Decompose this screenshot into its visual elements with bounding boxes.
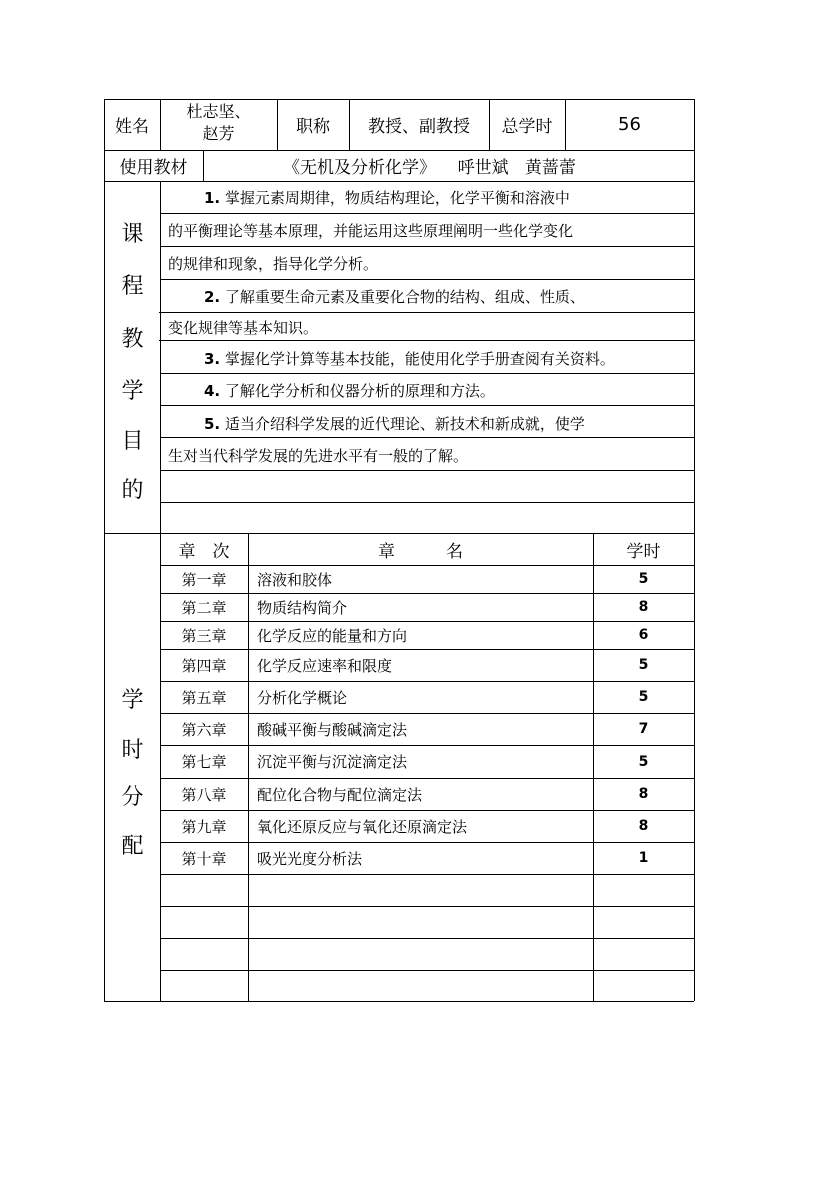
- textbook-label: 使用教材: [119, 158, 188, 178]
- chapter-hours: 6: [638, 627, 649, 643]
- chapter-hours: 1: [638, 850, 649, 866]
- chapter-hours: 8: [638, 786, 649, 802]
- chapter-name: 吸光光度分析法: [257, 849, 363, 868]
- chapter-hours: 5: [638, 689, 649, 705]
- objectives-title-char: 课: [121, 222, 144, 247]
- title-label: 职称: [296, 117, 330, 137]
- objective-line: 的规律和现象，指导化学分析。: [168, 255, 379, 273]
- chapter-name: 氧化还原反应与氧化还原滴定法: [257, 817, 468, 836]
- teacher-name-line2: 赵芳: [202, 124, 235, 143]
- chapter-number: 第四章: [181, 656, 227, 675]
- chapter-name: 酸碱平衡与酸碱滴定法: [257, 720, 408, 739]
- teacher-name-line1: 杜志坚、: [186, 102, 251, 121]
- objectives-title-char: 的: [121, 478, 144, 503]
- chapter-number: 第八章: [181, 785, 227, 804]
- objective-line: 生对当代科学发展的先进水平有一般的了解。: [168, 447, 469, 465]
- col-chapter-header: 章 次: [178, 541, 230, 562]
- objective-line: 4. 了解化学分析和仪器分析的原理和方法。: [204, 382, 495, 400]
- chapter-name: 配位化合物与配位滴定法: [257, 785, 423, 804]
- allocation-title-char: 分: [121, 785, 144, 810]
- chapter-hours: 5: [638, 571, 649, 587]
- chapter-name: 溶液和胶体: [257, 570, 333, 589]
- chapter-name: 化学反应速率和限度: [257, 656, 393, 675]
- objective-line: 变化规律等基本知识。: [168, 319, 319, 337]
- chapter-hours: 5: [638, 753, 649, 770]
- objective-line: 2. 了解重要生命元素及重要化合物的结构、组成、性质、: [204, 288, 585, 306]
- title-value: 教授、副教授: [368, 117, 470, 137]
- col-hours-header: 学时: [626, 541, 661, 562]
- col-name-header: 章 名: [378, 541, 463, 562]
- chapter-name: 分析化学概论: [257, 688, 348, 707]
- chapter-name: 化学反应的能量和方向: [257, 626, 408, 645]
- allocation-title-char: 配: [121, 834, 144, 859]
- total-hours-value: 56: [618, 114, 641, 135]
- chapter-number: 第二章: [181, 598, 227, 617]
- objectives-title-char: 学: [121, 379, 144, 404]
- objectives-title-char: 程: [121, 274, 144, 299]
- chapter-hours: 8: [638, 599, 649, 615]
- chapter-name: 沉淀平衡与沉淀滴定法: [257, 753, 408, 771]
- chapter-number: 第七章: [181, 753, 227, 771]
- chapter-number: 第五章: [181, 688, 227, 707]
- allocation-title-char: 时: [121, 738, 144, 763]
- objective-line: 5. 适当介绍科学发展的近代理论、新技术和新成就，使学: [204, 415, 585, 433]
- chapter-number: 第九章: [181, 817, 227, 836]
- chapter-number: 第六章: [181, 720, 227, 739]
- objectives-title-char: 教: [121, 327, 144, 352]
- total-hours-label: 总学时: [501, 117, 553, 137]
- name-label: 姓名: [115, 117, 149, 137]
- objectives-title-char: 目: [121, 429, 144, 454]
- teacher-names: [160, 101, 277, 149]
- chapter-hours: 7: [638, 721, 649, 737]
- allocation-title-char: 学: [121, 688, 144, 713]
- chapter-hours: 8: [638, 818, 649, 834]
- chapter-hours: 5: [638, 657, 649, 673]
- chapter-name: 物质结构简介: [257, 598, 348, 617]
- objective-line: 3. 掌握化学计算等基本技能，能使用化学手册查阅有关资料。: [204, 350, 615, 368]
- chapter-number: 第一章: [181, 570, 227, 589]
- textbook-value: 《无机及分析化学》 呼世斌 黄蔷蕾: [283, 158, 576, 178]
- objective-line: 1. 掌握元素周期律，物质结构理论，化学平衡和溶液中: [204, 189, 570, 207]
- chapter-number: 第十章: [181, 849, 227, 868]
- objective-line: 的平衡理论等基本原理，并能运用这些原理阐明一些化学变化: [168, 222, 574, 240]
- chapter-number: 第三章: [181, 626, 227, 645]
